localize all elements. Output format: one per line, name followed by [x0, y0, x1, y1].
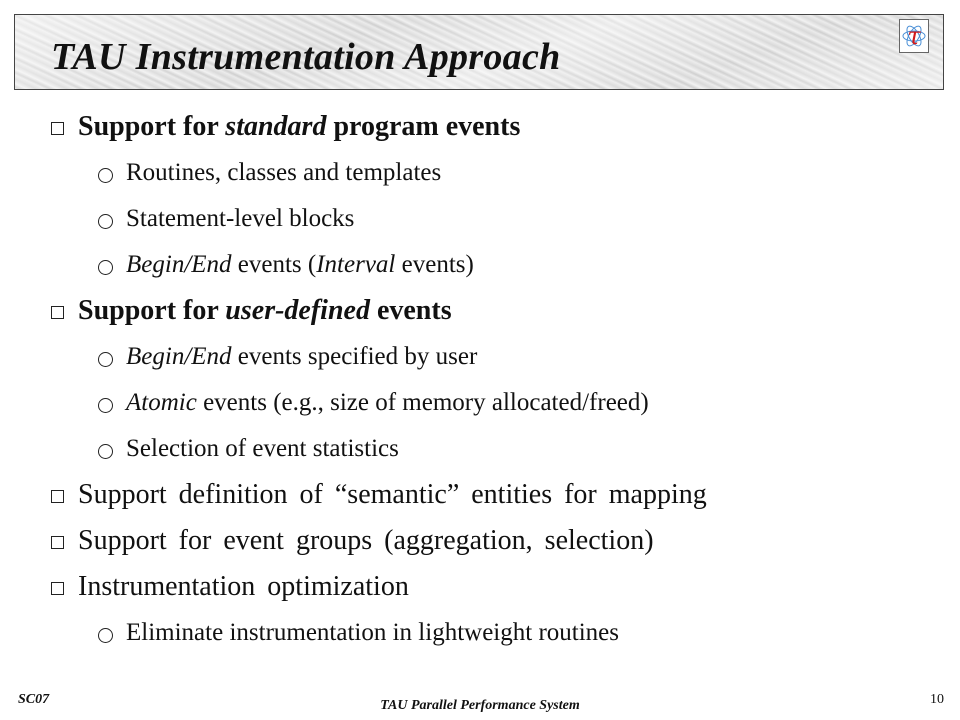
- bullet-text: Statement-level blocks: [126, 205, 355, 232]
- square-bullet-icon: [51, 306, 64, 319]
- square-bullet-icon: [51, 122, 64, 135]
- bullet-text: user-defined: [225, 295, 370, 326]
- sub-bullet-item: [46, 380, 926, 426]
- bullet-text: Support for: [78, 295, 226, 326]
- sub-bullet-item: [46, 334, 926, 380]
- bullet-text: events (: [231, 251, 317, 278]
- slide-title: TAU Instrumentation Approach: [51, 36, 561, 78]
- sub-bullet-item: [46, 610, 926, 656]
- bullet-item: [46, 472, 926, 518]
- bullet-text: program events: [326, 111, 521, 142]
- bullet-text: Support definition of “semantic” entities for mapping: [78, 479, 707, 510]
- bullet-item: [46, 564, 926, 610]
- bullet-text: events (e.g., size of memory allocated/freed): [196, 389, 649, 416]
- square-bullet-icon: [51, 536, 64, 549]
- bullet-item: [46, 288, 926, 334]
- footer-title: TAU Parallel Performance System: [380, 698, 580, 713]
- footer-conference: SC07: [18, 692, 50, 707]
- bullet-text: Eliminate instrumentation in lightweight routines: [126, 619, 619, 646]
- tau-logo: [899, 19, 929, 53]
- bullet-item: [46, 518, 926, 564]
- bullet-text: events): [395, 251, 474, 278]
- title-banner: [14, 14, 944, 90]
- sub-bullet-item: [46, 242, 926, 288]
- bullet-text: Interval: [316, 251, 396, 278]
- bullet-text: Selection of event statistics: [126, 435, 399, 462]
- circle-bullet-icon: [98, 168, 113, 183]
- bullet-text: standard: [225, 111, 327, 142]
- bullet-text: Support for event groups (aggregation, selection): [78, 525, 654, 556]
- sub-bullet-item: [46, 426, 926, 472]
- bullet-text: Atomic: [126, 389, 197, 416]
- sub-bullet-item: [46, 196, 926, 242]
- circle-bullet-icon: [98, 398, 113, 413]
- square-bullet-icon: [51, 582, 64, 595]
- bullet-text: events specified by user: [231, 343, 478, 370]
- circle-bullet-icon: [98, 260, 113, 275]
- tau-logo-icon: [900, 20, 928, 52]
- bullet-text: Begin/End: [126, 251, 232, 278]
- logo-glyph: τ: [907, 22, 921, 50]
- square-bullet-icon: [51, 490, 64, 503]
- sub-bullet-item: [46, 150, 926, 196]
- circle-bullet-icon: [98, 628, 113, 643]
- circle-bullet-icon: [98, 352, 113, 367]
- bullet-text: Instrumentation optimization: [78, 571, 409, 602]
- bullet-text: events: [369, 295, 452, 326]
- bullet-text: Support for: [78, 111, 226, 142]
- page-number: 10: [930, 692, 944, 707]
- circle-bullet-icon: [98, 214, 113, 229]
- bullet-list: [46, 104, 926, 656]
- circle-bullet-icon: [98, 444, 113, 459]
- bullet-item: [46, 104, 926, 150]
- bullet-text: Begin/End: [126, 343, 232, 370]
- bullet-text: Routines, classes and templates: [126, 159, 442, 186]
